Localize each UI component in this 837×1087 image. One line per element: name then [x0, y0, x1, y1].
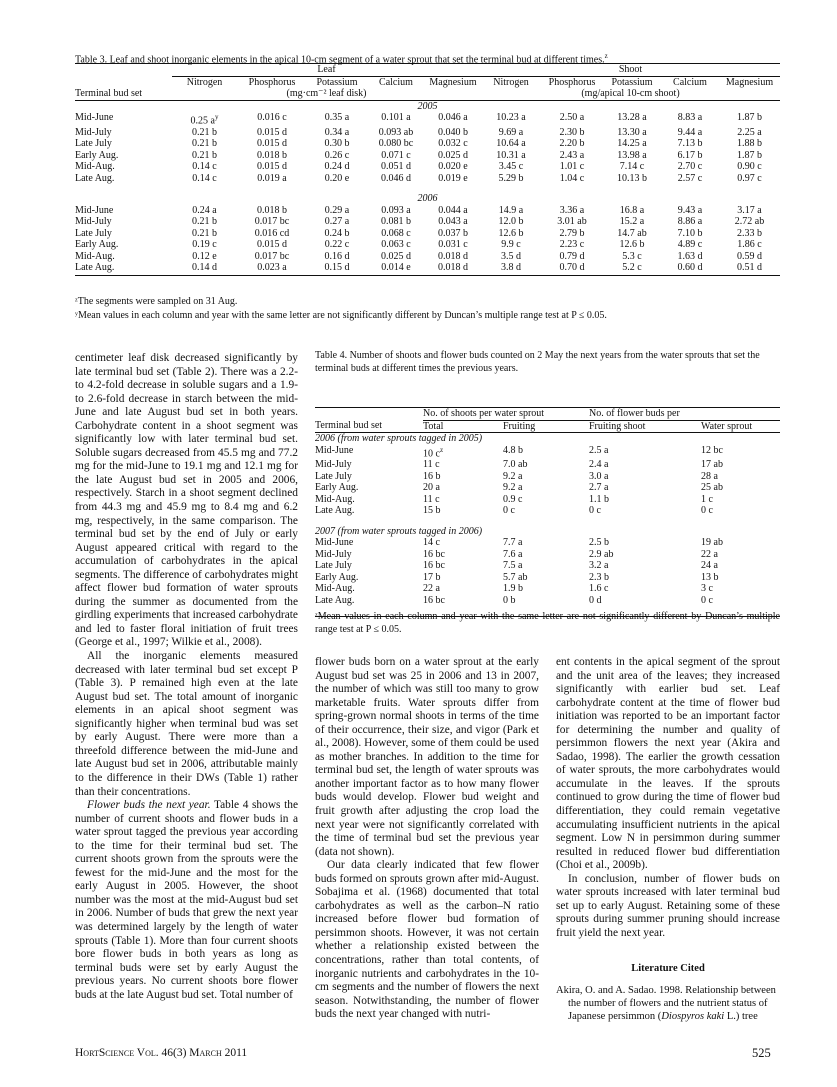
year-label: 2005: [417, 100, 438, 112]
table-cell: 2.7 a: [589, 482, 609, 494]
table-cell: 0.35 a: [324, 112, 350, 123]
table-cell: 6.17 b: [677, 149, 703, 161]
table-row: [315, 560, 780, 572]
table-cell: 2.25 a: [737, 126, 762, 138]
row-label: Late Aug.: [75, 262, 115, 274]
row-label: Mid-Aug.: [315, 493, 355, 505]
row-label: Early Aug.: [315, 482, 359, 494]
table-cell: 10.13 b: [617, 172, 647, 184]
table-cell: 0.018 d: [438, 250, 468, 262]
table-cell: 13.28 a: [617, 112, 647, 123]
table-row: [315, 471, 780, 483]
table-cell: 7.13 b: [677, 138, 703, 150]
table-row: [75, 239, 780, 251]
table-cell: 7.5 a: [503, 560, 523, 572]
table-cell: 0.014 e: [381, 262, 411, 274]
table-cell: 13 b: [701, 571, 719, 583]
table-cell: 2.4 a: [589, 459, 609, 471]
table-cell: 0.24 b: [324, 227, 350, 239]
row-label: Mid-Aug.: [315, 583, 355, 595]
leaf-group-header: Leaf: [172, 64, 481, 77]
table-cell: 9.9 c: [501, 239, 521, 251]
table-cell: 3.45 c: [498, 161, 524, 173]
paragraph: centimeter leaf disk decreased significantly by late terminal bud set (Table 2). There was a 2.2- to 4.2-fold decrease in soluble sugars and a 1.9- to 2.6-fold decrease in starch between the mid-June and late August bud set in both years. Carbohydrate content in a shoot segment was significantly low with later terminal bud set. Soluble sugars decreased from 45.5 mg and 77.2 mg for the mid-June to 19.1 mg and 12.1 mg for the late August bud set in 2005 and 2006, respectively. Starch in a shoot segment declined from 44.3 mg and 45.9 mg to 8.4 mg and 6.2 mg, respectively, in the same comparison. The terminal bud set by the end of July or early August appeared critical with regard to the accumulation of carbohydrates in the apical segments. The difference of carbohydrates might affect flower bud formation of water sprouts during the summer as documented from the girdling experiments that increased carbohydrate and led to faster floral initiation of fruit trees (George et al., 1997; Wilkie et al., 2008).: [75, 352, 298, 649]
row-label: Mid-July: [315, 548, 352, 560]
table-row: [315, 572, 780, 584]
table-cell: 0.015 d: [257, 161, 287, 173]
table-cell: 1 c: [701, 493, 713, 505]
table-cell: 0.21 b: [192, 138, 217, 150]
table-cell: 2.9 ab: [589, 548, 614, 560]
table-cell: 2.33 b: [737, 227, 762, 239]
table-cell: 5.29 b: [498, 172, 524, 184]
table-row: [315, 445, 780, 460]
table-cell: 2.43 a: [559, 149, 585, 161]
body-column-3: [556, 656, 780, 1023]
table-cell: 0.34 a: [324, 126, 350, 138]
table4: [315, 407, 780, 617]
table-cell: 0.015 d: [257, 138, 287, 150]
table-cell: 16 bc: [423, 548, 445, 560]
table-cell: 1.6 c: [589, 583, 609, 595]
table-cell: 13.30 a: [617, 126, 647, 138]
col-header: Water sprout: [701, 420, 780, 433]
table-cell: 0 c: [589, 505, 601, 517]
table-row: [315, 595, 780, 607]
table-cell: 5.7 ab: [503, 571, 528, 583]
table-cell: 0.019 e: [438, 172, 468, 184]
table-cell: 3.01 ab: [557, 216, 587, 228]
row-label: Mid-July: [75, 126, 112, 138]
table-cell: 0.20 e: [324, 172, 350, 184]
table-cell: 0.21 b: [192, 227, 217, 239]
table-row: [75, 216, 780, 228]
table-cell: 15 b: [423, 505, 441, 517]
table-cell: 0.27 a: [324, 216, 350, 228]
table4-footnote: ᶻMean values in each column and year with the same letter are not significantly different by Duncan’s multiple range test at P ≤ 0.05.: [315, 611, 780, 635]
table-cell: 12 bc: [701, 444, 723, 456]
table-cell: 9.2 a: [503, 482, 523, 494]
table-cell: 0.14 c: [192, 172, 217, 184]
row-label: Late July: [315, 470, 352, 482]
table-cell: 0.016 cd: [254, 227, 290, 239]
table-cell: 7.0 ab: [503, 459, 528, 471]
col-header: Fruiting: [503, 420, 589, 433]
table-cell: 9.2 a: [503, 470, 523, 482]
table-cell: 20 a: [423, 482, 440, 494]
table-cell: 0.046 a: [438, 112, 468, 123]
table-cell: 0.025 d: [438, 149, 468, 161]
shoot-unit: (mg/apical 10-cm shoot): [481, 88, 780, 100]
table-cell: 0.031 c: [438, 239, 468, 251]
table-cell: 0.97 c: [737, 172, 762, 184]
table-cell: 11 c: [423, 459, 440, 471]
table-cell: 0.60 d: [677, 262, 703, 274]
table-cell: 0 c: [701, 594, 713, 606]
table-cell: 12.0 b: [498, 216, 524, 228]
table3: [75, 63, 780, 276]
table-cell: 8.86 a: [677, 216, 703, 228]
table-row: [75, 161, 780, 173]
table-cell: 15.2 a: [619, 216, 645, 228]
table-cell: 0.22 c: [324, 239, 350, 251]
table-cell: 0.24 d: [324, 161, 350, 173]
table3-footnote-y: ʸMean values in each column and year with the same letter are not significantly different by Duncan’s multiple range test at P ≤ 0.05.: [75, 310, 607, 321]
table-cell: 1.86 c: [737, 239, 762, 251]
table-cell: 1.1 b: [589, 493, 609, 505]
row-label: Late Aug.: [75, 172, 115, 184]
table-cell: 4.89 c: [677, 239, 703, 251]
table-cell: 0.21 b: [192, 149, 217, 161]
table-cell: 1.9 b: [503, 583, 523, 595]
row-label: Late July: [315, 560, 352, 572]
table-row: [75, 138, 780, 150]
table-cell: 0.21 b: [192, 126, 217, 138]
col-header: Fruiting shoot: [589, 420, 701, 433]
row-label: Late Aug.: [315, 505, 355, 517]
table-cell: 0.037 b: [438, 227, 468, 239]
table-cell: 0.14 d: [192, 262, 217, 274]
table-cell: 0.30 b: [324, 138, 350, 150]
page-number: 525: [752, 1046, 771, 1060]
table-cell: 2.3 b: [589, 571, 609, 583]
table-cell: 3.5 d: [501, 250, 521, 262]
table-cell: 14.7 ab: [617, 227, 647, 239]
row-label: Mid-June: [315, 444, 354, 456]
table-row: [315, 459, 780, 471]
row-label: Mid-June: [75, 204, 114, 216]
footnote-mark: z: [439, 445, 444, 454]
row-label: Mid-Aug.: [75, 250, 115, 262]
table-cell: 0 b: [503, 594, 516, 606]
table-cell: 16 bc: [423, 560, 445, 572]
table-cell: 3.36 a: [559, 204, 585, 216]
table-cell: 9.69 a: [498, 126, 524, 138]
row-label: Late July: [75, 227, 112, 239]
literature-cited-heading: Literature Cited: [631, 963, 705, 975]
stub-header: Terminal bud set: [315, 420, 423, 433]
col-header: Magnesium: [429, 76, 477, 88]
section-label: 2007 (from water sprouts tagged in 2006): [315, 525, 483, 537]
table-cell: 0.051 d: [381, 161, 411, 173]
table-cell: 0.023 a: [257, 262, 287, 274]
row-label: Late July: [75, 138, 112, 150]
table-cell: 0.063 c: [381, 239, 411, 251]
journal-footer: HortScience Vol. 46(3) March 2011: [75, 1047, 248, 1059]
table-cell: 13.98 a: [617, 149, 647, 161]
table-row: [75, 262, 780, 274]
table-cell: 1.04 c: [559, 172, 585, 184]
table-cell: 0.032 c: [438, 138, 468, 150]
table-cell: 0.093 ab: [378, 126, 414, 138]
table-row: [75, 205, 780, 217]
shoots-group-header: No. of shoots per water sprout: [423, 408, 589, 421]
table-cell: 0.018 d: [438, 262, 468, 274]
table-cell: 9.43 a: [677, 204, 703, 216]
table-cell: 0.70 d: [559, 262, 585, 274]
table-cell: 0.9 c: [503, 493, 523, 505]
table-cell: 24 a: [701, 560, 718, 572]
col-header: Nitrogen: [186, 76, 223, 88]
row-label: Mid-June: [75, 112, 114, 123]
table-row: [315, 583, 780, 595]
table-cell: 2.5 a: [589, 444, 609, 456]
table-cell: 0.046 d: [381, 172, 411, 184]
paragraph: In conclusion, number of flower buds on water sprouts increased with later terminal bud set up to early August. Retaining some of these sprouts during summer pruning should increase fruit yield the next year.: [556, 872, 780, 939]
col-header: Calcium: [379, 76, 413, 88]
table-cell: 0.016 c: [257, 112, 287, 123]
table-cell: 2.50 a: [559, 112, 585, 123]
row-label: Mid-July: [75, 216, 112, 228]
table-cell: 0.25 $a^y$: [190, 113, 219, 127]
table-cell: 10.31 a: [496, 149, 526, 161]
table-cell: 0.020 e: [438, 161, 468, 173]
table-cell: 12.6 b: [498, 227, 524, 239]
table-cell: 10 $c^z$: [423, 445, 444, 459]
table-cell: 10.23 a: [496, 112, 526, 123]
table-row: [315, 537, 780, 549]
table-cell: 2.30 b: [559, 126, 585, 138]
table-row: [315, 482, 780, 494]
table-cell: 0.90 c: [737, 161, 762, 173]
table-row: [315, 494, 780, 506]
body-column-2: [315, 656, 539, 1022]
table-cell: 14.25 a: [617, 138, 647, 150]
table-cell: 4.8 b: [503, 444, 523, 456]
table-cell: 0.51 d: [737, 262, 762, 274]
table-cell: 0.15 d: [324, 262, 350, 274]
table-cell: 0.025 d: [381, 250, 411, 262]
table-cell: 5.3 c: [622, 250, 642, 262]
table-cell: 3.0 a: [589, 470, 609, 482]
col-header: Nitrogen: [493, 76, 529, 88]
table-cell: 0 c: [701, 505, 713, 517]
table-cell: 2.20 b: [559, 138, 585, 150]
table-cell: 0.017 bc: [254, 250, 290, 262]
table-cell: 0.16 d: [324, 250, 350, 262]
row-label: Mid-June: [315, 537, 354, 549]
paragraph: Our data clearly indicated that few flower buds formed on sprouts grown after mid-August. Sobajima et al. (1968) documented that total carbohydrates as well as the carbon–N ratio increased before flower bud formation of persimmon shoots. However, it was not certain whether a relationship existed between the concentrations, rather than total contents, of inorganic nutrients and carbohydrates in the 10-cm segments and the number of flowers the next season. Notwithstanding, the number of flower buds the next year changed with nutri-: [315, 859, 539, 1021]
paragraph: All the inorganic elements measured decreased with later terminal bud set except P (Table 3). P remained high even at the late August bud set. The total amount of inorganic elements in an apical shoot segment was significantly higher when terminal bud was set by early August. There were more than a threefold difference between the mid-June and late August bud set in 2006, attributable mainly to the difference in their DWs (Table 1) rather than their concentrations.: [75, 650, 298, 798]
table-cell: 11 c: [423, 493, 440, 505]
footnote-mark: y: [214, 113, 219, 121]
table-cell: 1.01 c: [559, 161, 585, 173]
table-cell: 7.7 a: [503, 537, 523, 549]
col-header: Potassium: [316, 76, 358, 88]
table-cell: 16 b: [423, 470, 441, 482]
row-label: Early Aug.: [75, 239, 119, 251]
reference: Akira, O. and A. Sadao. 1998. Relationship between the number of flowers and the nutrient status of Japanese persimmon (Diospyros kaki L.) tree: [556, 985, 776, 1023]
col-header: Phosphorus: [548, 76, 596, 88]
table-row: [75, 228, 780, 240]
table-cell: 0.24 a: [192, 204, 217, 216]
table-cell: 14.9 a: [498, 204, 524, 216]
row-label: Early Aug.: [315, 571, 359, 583]
table-cell: 2.5 b: [589, 537, 609, 549]
table-cell: 25 ab: [701, 482, 723, 494]
row-label: Early Aug.: [75, 149, 119, 161]
table-cell: 16.8 a: [619, 204, 645, 216]
table-cell: 14 c: [423, 537, 440, 549]
table-cell: 0.21 b: [192, 216, 217, 228]
table-cell: 2.72 ab: [734, 216, 765, 228]
buds-group-header: No. of flower buds per: [589, 408, 780, 421]
table-cell: 1.87 b: [737, 149, 762, 161]
table-cell: 0.043 a: [438, 216, 468, 228]
table-cell: 0.040 b: [438, 126, 468, 138]
table-cell: 0.017 bc: [254, 216, 290, 228]
table-cell: 0.79 d: [559, 250, 585, 262]
shoot-group-header: Shoot: [481, 64, 780, 77]
table-cell: 3.17 a: [737, 204, 762, 216]
table-cell: 0.080 bc: [378, 138, 414, 150]
table-cell: 0.018 b: [257, 204, 287, 216]
table-cell: 0.019 a: [257, 172, 287, 184]
table-cell: 2.23 c: [559, 239, 585, 251]
year-label: 2006: [417, 193, 438, 205]
col-header: Magnesium: [725, 76, 774, 88]
table-row: [75, 150, 780, 162]
table-row: [75, 127, 780, 139]
section-heading: Flower buds the next year.: [87, 799, 211, 812]
table-row: [75, 251, 780, 263]
table-cell: 0 c: [503, 505, 515, 517]
col-header: Phosphorus: [248, 76, 296, 88]
stub-header: Terminal bud set: [75, 88, 172, 100]
table-cell: 0 d: [589, 594, 602, 606]
table-cell: 1.63 d: [677, 250, 703, 262]
table-row: [75, 112, 780, 127]
table-cell: 7.10 b: [677, 227, 703, 239]
table-cell: 3.8 d: [501, 262, 521, 274]
table-cell: 0.101 a: [381, 112, 411, 123]
table-row: [315, 505, 780, 517]
table-cell: 0.081 b: [381, 216, 411, 228]
section-label: 2006 (from water sprouts tagged in 2005): [315, 433, 483, 444]
table-cell: 0.044 a: [438, 204, 468, 216]
table-cell: 22 a: [701, 548, 718, 560]
table3-caption: Table 3. Leaf and shoot inorganic elements in the apical 10-cm segment of a water sprout that set the terminal bud at different times.$^z$: [75, 52, 608, 66]
table4-caption: Table 4. Number of shoots and flower buds counted on 2 May the next years from the water sprouts that set the terminal buds at different times the previous years.: [315, 350, 760, 374]
table-cell: 1.87 b: [737, 112, 762, 123]
table-cell: 17 b: [423, 571, 441, 583]
table-cell: 3.2 a: [589, 560, 609, 572]
table-cell: 17 ab: [701, 459, 723, 471]
table-cell: 10.64 a: [496, 138, 526, 150]
col-header: Potassium: [611, 76, 653, 88]
table-row: [75, 173, 780, 185]
row-label: Mid-Aug.: [75, 161, 115, 173]
table-cell: 1.88 b: [737, 138, 762, 150]
col-header: Calcium: [673, 76, 707, 88]
table-cell: 7.6 a: [503, 548, 523, 560]
paragraph: ent contents in the apical segment of the sprout and the unit area of the leaves; they increased significantly with earlier bud set. Leaf carbohydrate content at the time of flower bud initiation was reported to be an important factor for determining the number and quality of persimmon flowers the next year (Akira and Sadao, 1998). The earlier the growth cessation of water sprouts, the more carbohydrates would accumulate in the leaves. If the sprouts continued to grow during the time of flower bud differentiation, they could remain vegetative accumulating insufficient nutrients in the apical segment. Low N in persimmon during summer resulted in reduced flower bud differentiation (Choi et al., 2009b).: [556, 656, 780, 872]
table-cell: 3 c: [701, 583, 713, 595]
table-cell: 0.14 c: [192, 161, 217, 173]
table-cell: 5.2 c: [622, 262, 642, 274]
table-cell: 0.015 d: [257, 239, 287, 251]
body-column-1: [75, 352, 298, 1002]
leaf-unit: (mg·cm⁻² leaf disk): [172, 88, 481, 100]
table-cell: 0.19 c: [192, 239, 217, 251]
table-cell: 0.26 c: [324, 149, 350, 161]
table-cell: 19 ab: [701, 537, 723, 549]
table-cell: 0.093 a: [381, 204, 411, 216]
table-cell: 16 bc: [423, 594, 445, 606]
table-cell: 0.068 c: [381, 227, 411, 239]
table-cell: 7.14 c: [619, 161, 645, 173]
row-label: Late Aug.: [315, 594, 355, 606]
table-cell: 8.83 a: [677, 112, 703, 123]
table-cell: 22 a: [423, 583, 440, 595]
table-row: [315, 549, 780, 561]
table-cell: 0.12 e: [192, 250, 217, 262]
paragraph: Flower buds the next year. Table 4 shows the number of current shoots and flower buds in a water sprout tagged the previous year according to the time for their terminal bud set. The current shoots grown from the sprouts were the fewest for the mid-June and the most for the early August in 2005. However, the shoot number was the most at the mid-August bud set in 2006. Number of buds that grew the next year was determined largely by the length of water sprouts (Table 1). More than four current shoots bore flower buds in both years as long as terminal buds were set by early August the previous years. No current shoots bore flower buds at the late August bud set. Total number of: [75, 799, 298, 1001]
table-cell: 0.015 d: [257, 126, 287, 138]
table-cell: 9.44 a: [677, 126, 703, 138]
table-cell: 0.29 a: [324, 204, 350, 216]
table-cell: 0.59 d: [737, 250, 762, 262]
table-cell: 28 a: [701, 470, 718, 482]
table-cell: 2.70 c: [677, 161, 703, 173]
table-cell: 0.071 c: [381, 149, 411, 161]
col-header: Total: [423, 420, 503, 433]
table-cell: 0.018 b: [257, 149, 287, 161]
table-cell: 2.79 b: [559, 227, 585, 239]
table-cell: 12.6 b: [619, 239, 645, 251]
paragraph: flower buds born on a water sprout at the early August bud set was 25 in 2006 and 13 in 2007, the number of which was still too many to grow marketable fruits. Water sprouts differ from spring-grown normal shoots in terms of the time of their occurrence, their size, and vigor (Park et al., 2008). However, some of them could be used as mother branches. In addition to the time for terminal bud set, the length of water sprouts was another important factor as to how many flower buds would develop. Flower bud weight and fruit growth after adjusting the crop load the next year were not significantly correlated with the time of terminal bud set the previous year (data not shown).: [315, 656, 539, 858]
table3-footnote-z: ᶻThe segments were sampled on 31 Aug.: [75, 296, 238, 307]
table-cell: 2.57 c: [677, 172, 703, 184]
row-label: Mid-July: [315, 459, 352, 471]
